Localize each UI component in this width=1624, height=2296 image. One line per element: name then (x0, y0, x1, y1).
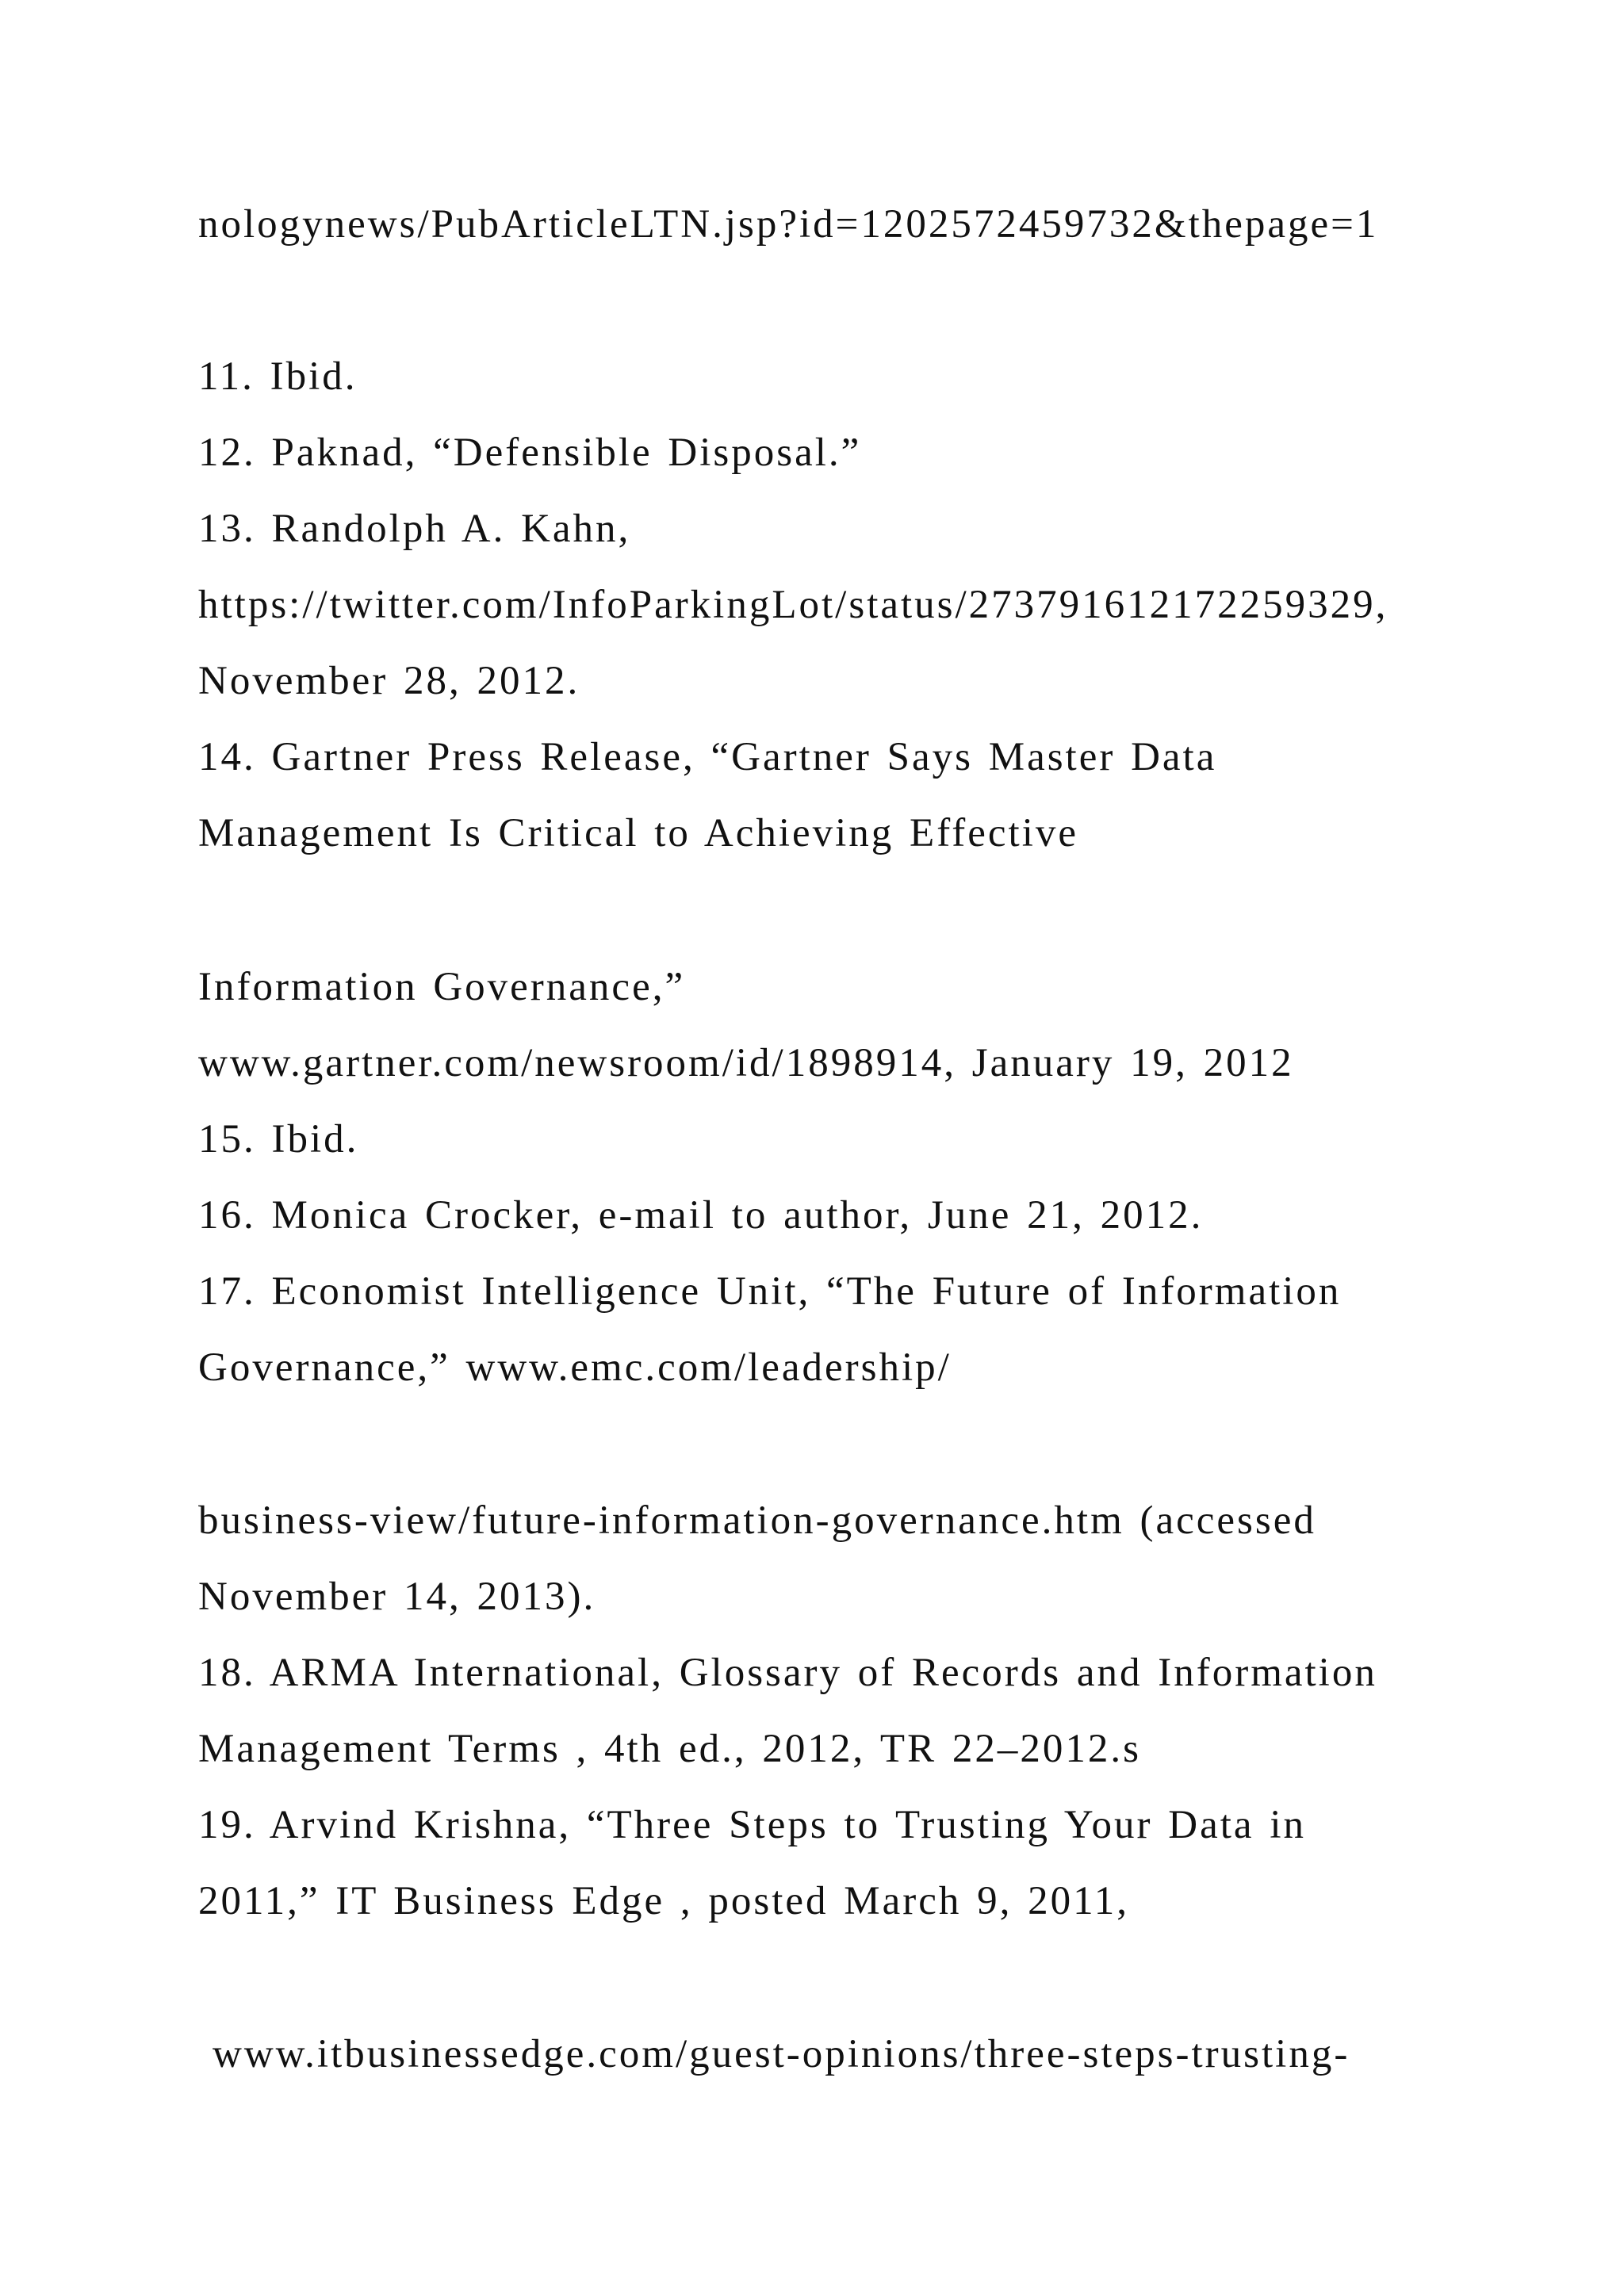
note-19-url: www.itbusinessedge.com/guest-opinions/three-steps-trusting- (213, 2032, 1350, 2076)
url-continuation-line: nologynews/PubArticleLTN.jsp?id=1202572459732&thepage=1 (198, 202, 1379, 247)
note-18: 18. ARMA International, Glossary of Records and Information (198, 1651, 1377, 1695)
note-17-accessed: November 14, 2013). (198, 1575, 596, 1619)
note-18-line-2: Management Terms , 4th ed., 2012, TR 22–2012.s (198, 1727, 1141, 1771)
note-14: 14. Gartner Press Release, “Gartner Says Master Data (198, 735, 1217, 779)
note-13-url: https://twitter.com/InfoParkingLot/status/273791612172259329, (198, 583, 1388, 627)
note-14-line-2: Management Is Critical to Achieving Effective (198, 811, 1079, 855)
note-17-url: business-view/future-information-governance.htm (accessed (198, 1498, 1316, 1543)
note-16: 16. Monica Crocker, e-mail to author, June 21, 2012. (198, 1193, 1204, 1238)
note-11: 11. Ibid. (198, 354, 358, 399)
note-14-line-3: Information Governance,” (198, 965, 686, 1009)
note-14-url: www.gartner.com/newsroom/id/1898914, January 19, 2012 (198, 1041, 1294, 1085)
note-13-date: November 28, 2012. (198, 659, 580, 703)
note-13: 13. Randolph A. Kahn, (198, 507, 631, 551)
note-12: 12. Paknad, “Defensible Disposal.” (198, 430, 862, 475)
note-15: 15. Ibid. (198, 1117, 359, 1161)
note-17-line-2: Governance,” www.emc.com/leadership/ (198, 1345, 952, 1390)
note-19: 19. Arvind Krishna, “Three Steps to Trusting Your Data in (198, 1803, 1306, 1847)
note-19-line-2: 2011,” IT Business Edge , posted March 9, 2011, (198, 1879, 1129, 1923)
note-17: 17. Economist Intelligence Unit, “The Future of Information (198, 1269, 1342, 1314)
